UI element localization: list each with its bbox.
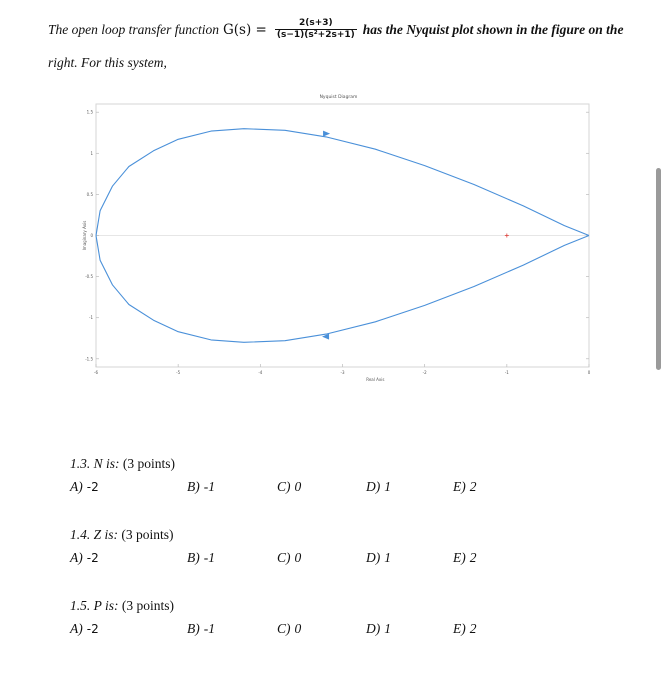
question-1 (70, 456, 477, 494)
option-value: 2 (469, 550, 477, 565)
answer-options (70, 479, 630, 499)
x-tick-label: -1 (504, 370, 509, 375)
option-letter: E) (453, 479, 466, 494)
scrollbar[interactable] (656, 168, 661, 370)
question-label: 1.5. P is: (70, 598, 119, 613)
answer-option[interactable] (187, 550, 215, 566)
question-points: (3 points) (121, 598, 175, 613)
transfer-function-denominator: (s−1)(s²+2s+1) (276, 30, 355, 40)
answer-option[interactable] (70, 621, 99, 637)
answer-option[interactable] (277, 621, 301, 637)
x-tick-label: -3 (340, 370, 345, 375)
option-value: 2 (469, 479, 477, 494)
question-2 (70, 527, 477, 565)
option-letter: A) (70, 479, 83, 494)
option-value: 0 (294, 621, 302, 636)
option-value: -1 (203, 479, 215, 494)
answer-option[interactable] (366, 621, 391, 637)
x-tick-label: -4 (258, 370, 263, 375)
answer-option[interactable] (187, 479, 215, 495)
x-tick-label: 0 (587, 370, 591, 375)
option-value: -2 (86, 480, 99, 494)
option-letter: C) (277, 479, 291, 494)
question-title (70, 527, 174, 543)
option-letter: E) (453, 621, 466, 636)
option-value: -1 (203, 621, 215, 636)
question-title (70, 456, 175, 472)
option-letter: D) (366, 550, 381, 565)
option-letter: D) (366, 621, 381, 636)
option-letter: E) (453, 550, 466, 565)
option-value: -2 (86, 622, 99, 636)
answer-option[interactable] (453, 621, 477, 637)
y-tick-label: 0.5 (86, 191, 93, 197)
option-letter: C) (277, 550, 291, 565)
option-value: 1 (384, 621, 391, 636)
question-3 (70, 598, 477, 636)
chart-title: Nyquist Diagram (319, 95, 358, 100)
x-axis-label: Real Axis (366, 377, 385, 382)
question-points: (3 points) (121, 527, 174, 542)
y-tick-label: -1 (89, 315, 93, 321)
y-tick-label: 1 (90, 150, 93, 156)
option-value: 1 (384, 479, 391, 494)
option-value: -2 (86, 551, 99, 565)
option-value: 0 (294, 550, 302, 565)
option-letter: D) (366, 479, 381, 494)
option-letter: C) (277, 621, 291, 636)
answer-option[interactable] (453, 479, 477, 495)
y-tick-label: 0 (90, 233, 93, 238)
intro-before: The open loop transfer function (48, 21, 219, 37)
option-value: -1 (203, 550, 215, 565)
x-tick-label: -5 (176, 370, 181, 375)
intro-after: has the Nyquist plot shown in the figure on the (362, 21, 624, 37)
option-letter: B) (187, 621, 200, 636)
question-points: (3 points) (122, 456, 176, 471)
option-letter: B) (187, 479, 200, 494)
y-tick-label: -0.5 (85, 274, 93, 280)
option-value: 0 (294, 479, 302, 494)
option-letter: B) (187, 550, 200, 565)
answer-option[interactable] (453, 550, 477, 566)
answer-option[interactable] (366, 550, 391, 566)
answer-options (70, 550, 630, 570)
answer-option[interactable] (187, 621, 215, 637)
transfer-function-numerator: 2(s+3) (298, 18, 333, 28)
option-letter: A) (70, 621, 83, 636)
answer-option[interactable] (70, 479, 99, 495)
question-label: 1.3. N is: (70, 456, 120, 471)
x-tick-label: -2 (422, 370, 427, 375)
option-value: 1 (384, 550, 391, 565)
y-tick-label: 1.5 (86, 109, 93, 115)
option-value: 2 (469, 621, 477, 636)
answer-option[interactable] (277, 550, 301, 566)
answer-options (70, 621, 630, 641)
y-axis-label: Imaginary Axis (82, 220, 87, 251)
question-title (70, 598, 174, 614)
x-tick-label: -6 (94, 370, 98, 375)
transfer-function-lhs: G(s) = (223, 21, 267, 38)
answer-option[interactable] (277, 479, 301, 495)
answer-option[interactable] (366, 479, 391, 495)
option-letter: A) (70, 550, 83, 565)
answer-option[interactable] (70, 550, 99, 566)
question-label: 1.4. Z is: (70, 527, 119, 542)
y-tick-label: -1.5 (85, 356, 93, 362)
problem-line-2: right. For this system, (48, 55, 167, 70)
